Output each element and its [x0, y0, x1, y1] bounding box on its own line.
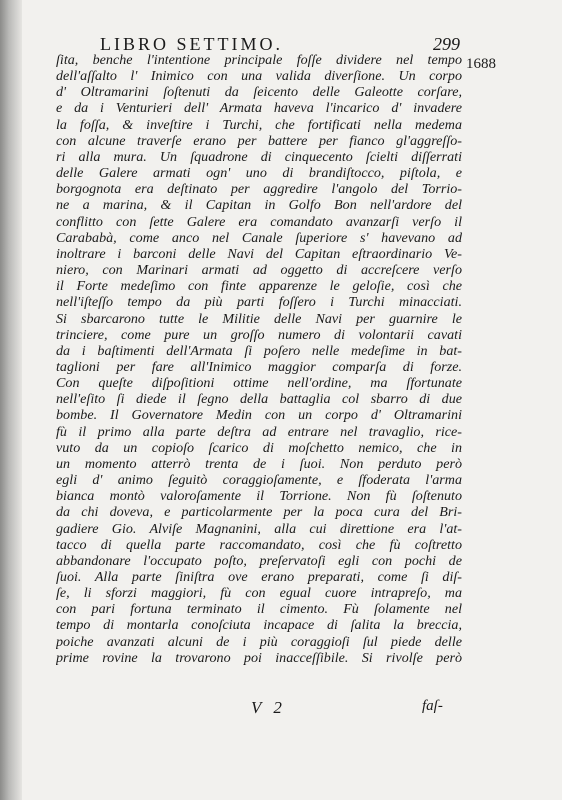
page-number: 299: [433, 34, 460, 54]
text-line: taglioni per fare all'Inimico maggior comparſa di forze.: [56, 358, 462, 375]
text-line: da chi doveva, e particolarmente per la poca cura del Bri-: [56, 504, 462, 521]
text-line: tacco di quella parte raccomandato, così che fù coſtretto: [56, 536, 462, 553]
catchword: faſ-: [422, 698, 443, 714]
text-line: un momento atterrò trenta de i ſuoi. Non perduto però: [56, 455, 462, 472]
text-line: ſe, li sforzi maggiori, fù con egual cuore intrapreſo, ma: [56, 585, 462, 602]
text-line: nell'iſteſſo tempo da più parti foſſero i Turchi minacciati.: [56, 294, 462, 311]
text-line: conflitto con ſette Galere era comandato avanzarſi verſo il: [56, 213, 462, 230]
text-line: tempo di montarla conoſciuta incapace di ſalita la breccia,: [56, 617, 462, 634]
text-line: nell'eſito ſi diede il ſegno della battaglia col sbarro di due: [56, 391, 462, 408]
text-line: ſuoi. Alla parte ſiniſtra ove erano preparati, come ſi diſ-: [56, 569, 462, 585]
text-line: il Forte medeſimo con finte apparenze le geloſie, così che: [56, 278, 462, 295]
margin-year-note: 1688: [466, 56, 496, 72]
text-line: con pari fortuna terminato il cimento. Fù ſolamente nel: [56, 601, 462, 618]
text-line: con alcune traverſe erano per battere per fianco gl'aggreſſo-: [56, 132, 462, 149]
text-line: Con queſte diſpoſitioni ottime nell'ordine, ma ſfortunate: [56, 375, 462, 392]
text-line: ſita, benche l'intentione principale foſſe dividere nel tempo: [56, 52, 462, 68]
text-line: delle Galere armati ogn' uno di brandiſtocco, piſtola, e: [56, 165, 462, 182]
text-line: bombe. Il Governatore Medin con un corpo d' Oltramarini: [56, 407, 462, 424]
text-line: dell'aſſalto l' Inimico con una valida diverſione. Un corpo: [56, 68, 462, 85]
text-line: trinciere, come pure un groſſo numero di volontarii cavati: [56, 326, 462, 343]
text-line: la foſſa, & inveſtire i Turchi, che fortificati nella medema: [56, 116, 462, 133]
body-text: [56, 52, 462, 666]
text-line: inoltrare i barconi delle Navi del Capitan eſtraordinario Ve-: [56, 245, 462, 262]
text-line: poiche avanzati alcuni de i più coraggioſi ſul piede delle: [56, 633, 462, 650]
text-line: egli d' animo ſeguitò coraggioſamente, e ſfoderata l'arma: [56, 472, 462, 489]
text-line: vuto da un copioſo ſcarico di moſchetto nemico, che in: [56, 439, 462, 456]
text-line: e da i Venturieri dell' Armata haveva l'incarico d' invadere: [56, 100, 462, 117]
text-line: da i baſtimenti dell'Armata ſi poſero nelle medeſime in bat-: [56, 342, 462, 359]
running-head: LIBRO SETTIMO.: [100, 34, 283, 54]
text-line: borgognota era deſtinato per aggredire l'angolo del Torrio-: [56, 181, 462, 198]
text-line: prime rovine la trovarono poi inacceſſibile. Si rivolſe però: [56, 649, 462, 666]
text-line: gadiere Gio. Alviſe Magnanini, alla cui direttione era l'at-: [56, 520, 462, 537]
text-line: fù il primo alla parte deſtra ad entrare nel travaglio, rice-: [56, 423, 462, 440]
binding-shadow: [0, 0, 22, 800]
text-line: niero, con Marinari armati ad oggetto di accreſcere verſo: [56, 262, 462, 279]
text-line: abbandonare l'occupato poſto, preſervatoſi egli con pochi de: [56, 552, 462, 569]
signature-mark: V 2: [251, 698, 286, 717]
text-line: bianca montò valoroſamente il Torrione. Non fù ſoſtenuto: [56, 488, 462, 505]
text-line: Si sbarcarono tutte le Militie delle Navi per guarnire le: [56, 310, 462, 327]
text-line: d' Oltramarini ſoſtenuti da ſeicento delle Galeotte corſare,: [56, 84, 462, 101]
text-line: ne a marina, & il Capitan in Golfo Bon nell'ardore del: [56, 197, 462, 214]
text-line: Carababà, come anco nel Canale ſuperiore s' havevano ad: [56, 229, 462, 246]
text-line: ri alla mura. Un ſquadrone di cinquecento ſcielti diſſerrati: [56, 148, 462, 165]
